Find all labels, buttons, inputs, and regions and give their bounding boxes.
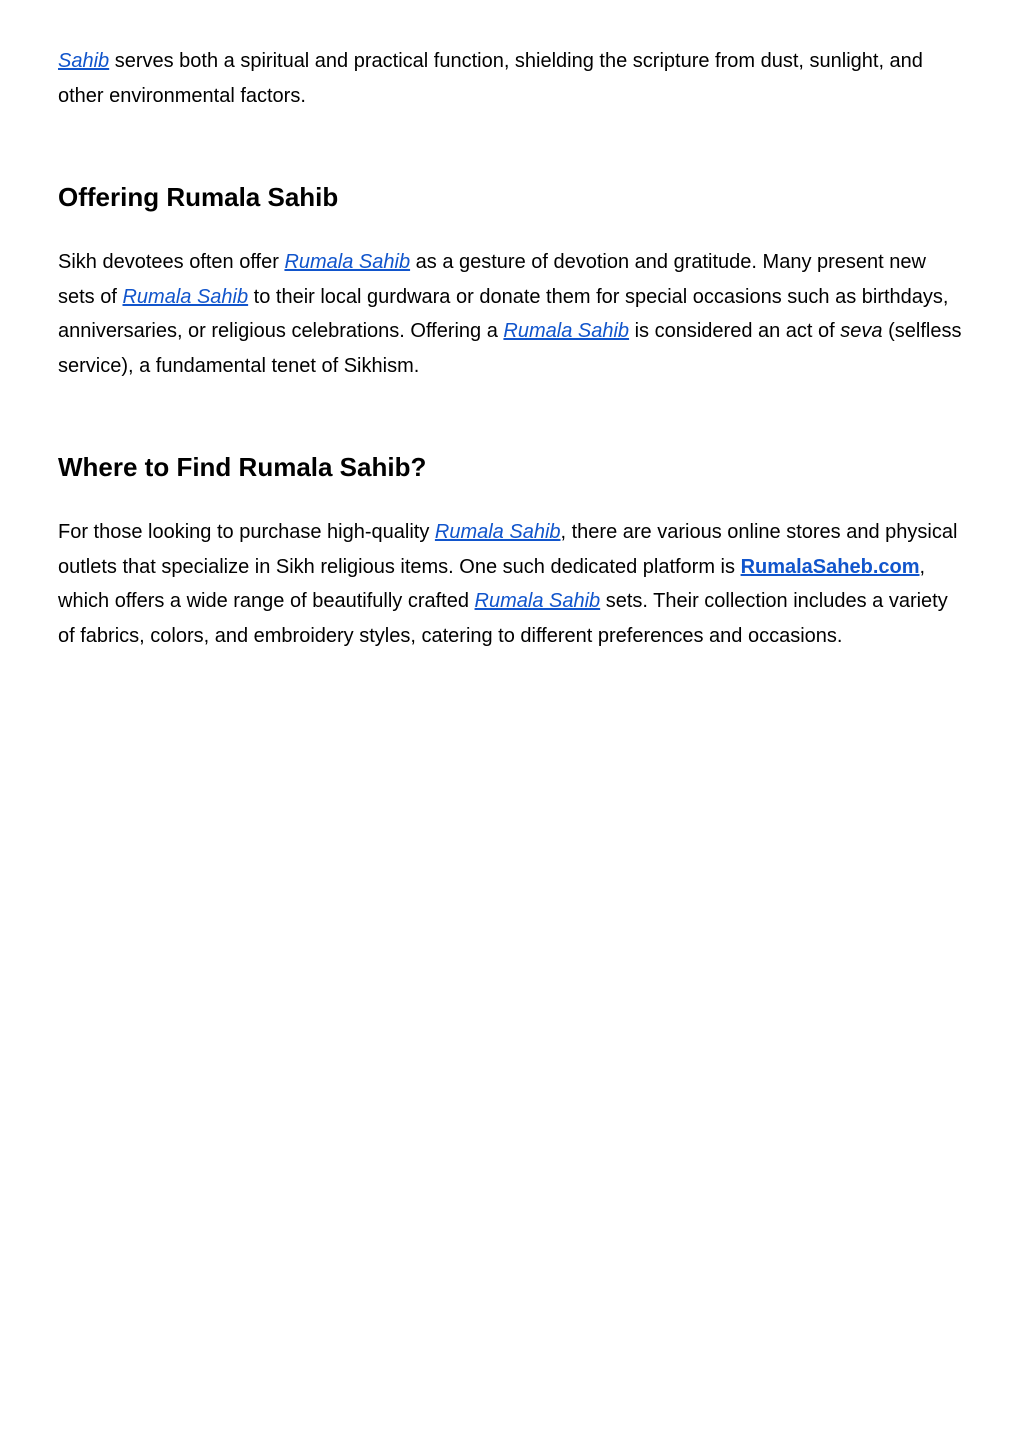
where-paragraph xyxy=(58,515,968,653)
where-text-1: For those looking to purchase high-quality xyxy=(58,521,435,543)
offering-text-3: to their local gurdwara or donate them for special occasions such as birthdays, anniversaries, or religious celebrations. Offering a xyxy=(58,285,949,342)
rumalasaheb-site-link[interactable]: RumalaSaheb.com xyxy=(740,555,920,578)
offering-heading: Offering Rumala Sahib xyxy=(58,182,339,212)
where-text-4: sets. Their collection includes a variety of fabrics, colors, and embroidery styles, catering to different preferences and occasions. xyxy=(58,590,948,647)
where-heading: Where to Find Rumala Sahib? xyxy=(58,452,427,482)
offering-text-5: (selfless service), a fundamental tenet of Sikhism. xyxy=(58,320,962,377)
where-text-3: , which offers a wide range of beautifully crafted xyxy=(58,555,926,612)
where-text-2: , there are various online stores and physical outlets that specialize in Sikh religious items. One such dedicated platform is xyxy=(58,521,958,578)
intro-paragraph xyxy=(58,44,968,113)
rumala-sahib-link[interactable]: Rumala Sahib xyxy=(503,320,630,342)
offering-text-4: is considered an act of xyxy=(629,320,841,342)
seva-term: seva xyxy=(840,320,883,342)
rumala-sahib-link[interactable]: Rumala Sahib xyxy=(122,285,249,308)
rumala-sahib-link[interactable]: Rumala Sahib xyxy=(284,251,411,273)
document-page xyxy=(58,44,968,653)
offering-paragraph xyxy=(58,245,968,383)
rumala-sahib-link[interactable]: Rumala Sahib xyxy=(474,590,601,612)
offering-text-2: as a gesture of devotion and gratitude. Many present new sets of xyxy=(58,251,926,308)
rumala-sahib-link[interactable]: Rumala Sahib xyxy=(434,521,561,543)
intro-text: serves both a spiritual and practical function, shielding the scripture from dust, sunlight, and other environmental factors. xyxy=(58,50,923,107)
offering-text-1: Sikh devotees often offer xyxy=(58,251,285,273)
sahib-link[interactable]: Sahib xyxy=(58,50,110,72)
